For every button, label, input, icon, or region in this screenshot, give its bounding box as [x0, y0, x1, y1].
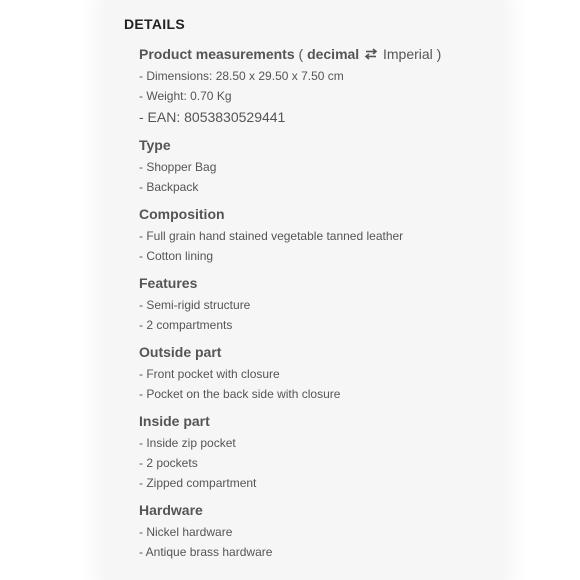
swap-arrows-icon[interactable]: [364, 46, 378, 58]
imperial-unit-button[interactable]: Imperial: [382, 46, 433, 62]
list-item: - 2 pockets: [139, 456, 198, 470]
details-content: [124, 15, 564, 570]
list-item: - Zipped compartment: [139, 476, 257, 490]
inside-part-section: [139, 412, 564, 491]
list-item: - Shopper Bag: [139, 160, 217, 174]
hardware-section: [139, 501, 564, 560]
list-item: - Cotton lining: [139, 249, 214, 263]
list-item: - 2 compartments: [139, 318, 233, 332]
section-title-hardware: Hardware: [139, 502, 203, 518]
list-item: - Front pocket with closure: [139, 367, 280, 381]
measurements-label: Product measurements: [139, 46, 295, 62]
weight-text: - Weight: 0.70 Kg: [139, 89, 232, 103]
list-item: - Pocket on the back side with closure: [139, 387, 341, 401]
section-title-type: Type: [139, 137, 171, 153]
measurements-section: [139, 45, 564, 126]
list-item: - Nickel hardware: [139, 525, 233, 539]
dimensions-text: - Dimensions: 28.50 x 29.50 x 7.50 cm: [139, 69, 344, 83]
list-item: - Antique brass hardware: [139, 545, 273, 559]
details-body: [124, 45, 564, 560]
decimal-unit-button[interactable]: decimal: [307, 46, 360, 62]
list-item: - Full grain hand stained vegetable tanned leather: [139, 229, 404, 243]
details-heading: DETAILS: [124, 16, 185, 32]
features-section: [139, 274, 564, 333]
close-paren: ): [436, 46, 442, 62]
section-title-composition: Composition: [139, 206, 225, 222]
type-section: [139, 136, 564, 195]
composition-section: [139, 205, 564, 264]
open-paren: (: [298, 46, 304, 62]
list-item: - Semi-rigid structure: [139, 298, 251, 312]
list-item: - Backpack: [139, 180, 199, 194]
section-title-features: Features: [139, 275, 198, 291]
outside-part-section: [139, 343, 564, 402]
section-title-inside-part: Inside part: [139, 413, 210, 429]
measurements-header: [139, 45, 564, 64]
section-title-outside-part: Outside part: [139, 344, 222, 360]
list-item: - Inside zip pocket: [139, 436, 236, 450]
ean-text: - EAN: 8053830529441: [139, 109, 286, 125]
